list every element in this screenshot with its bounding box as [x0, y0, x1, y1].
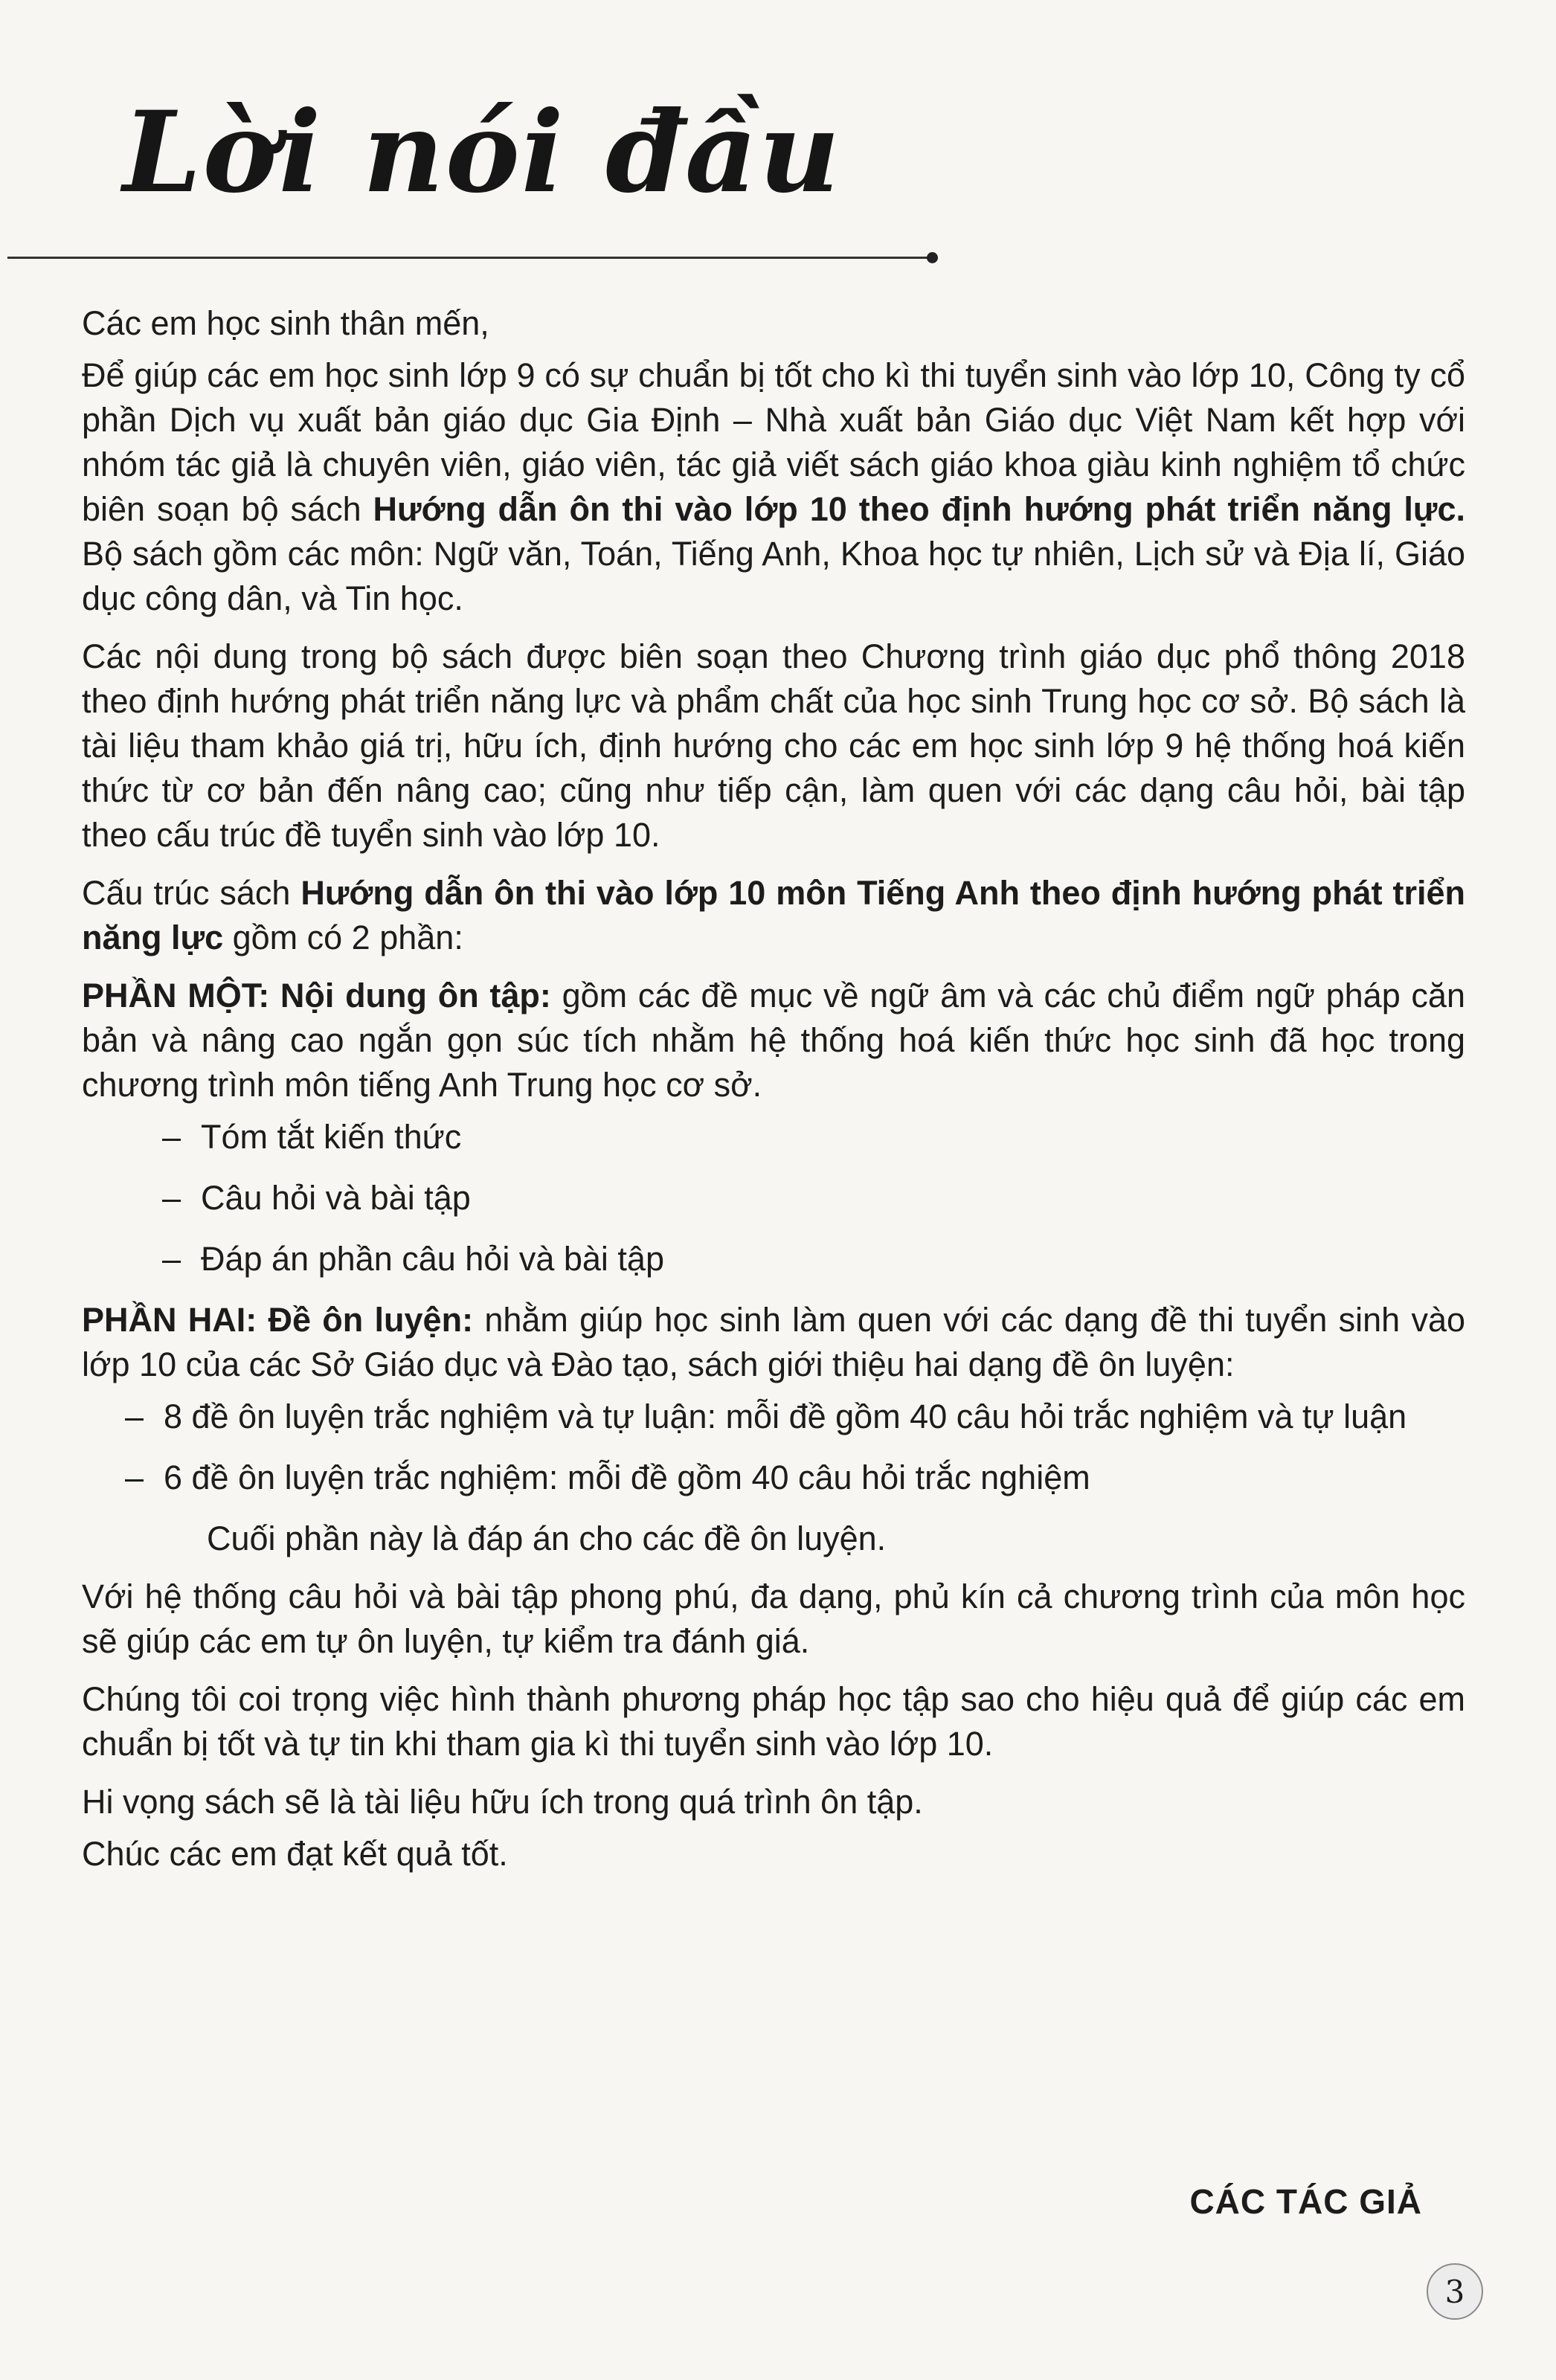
- dash-bullet: –: [125, 1458, 144, 1496]
- list-item: [82, 1395, 1465, 1439]
- structure-tail: gồm có 2 phần:: [223, 919, 463, 956]
- list-item-text: Tóm tắt kiến thức: [201, 1118, 462, 1156]
- part-one-label: PHẦN MỘT: Nội dung ôn tập:: [82, 977, 551, 1014]
- list-item: [82, 1456, 1465, 1500]
- list-item-text: Câu hỏi và bài tập: [201, 1179, 471, 1217]
- structure-lead: Cấu trúc sách: [82, 874, 301, 912]
- title-underline-dot: [927, 252, 938, 263]
- part-two-description: nhằm giúp học sinh làm quen với các dạng đề thi tuyển sinh vào lớp 10 của các Sở Giáo dục và Đào tạo, sách giới thiệu hai dạng đề ôn luyện:: [82, 1301, 1465, 1383]
- list-item-text: 6 đề ôn luyện trắc nghiệm: mỗi đề gồm 40 câu hỏi trắc nghiệm: [164, 1458, 1090, 1496]
- signature: CÁC TÁC GIẢ: [1189, 2182, 1422, 2221]
- list-item-text: 8 đề ôn luyện trắc nghiệm và tự luận: mỗi đề gồm 40 câu hỏi trắc nghiệm và tự luận: [164, 1398, 1407, 1435]
- list-item: [82, 1176, 1465, 1220]
- paragraph-intro: [82, 353, 1465, 621]
- book-title: Hướng dẫn ôn thi vào lớp 10 môn Tiếng Anh theo định hướng phát triển năng lực: [82, 874, 1465, 956]
- paragraph-structure: [82, 871, 1465, 960]
- dash-bullet: –: [162, 1240, 181, 1278]
- dash-bullet: –: [125, 1398, 144, 1435]
- list-item: [82, 1115, 1465, 1160]
- part-two: [82, 1298, 1465, 1387]
- list-item: [82, 1237, 1465, 1281]
- dash-bullet: –: [162, 1179, 181, 1217]
- title-underline: [7, 257, 930, 259]
- answer-key-note: Cuối phần này là đáp án cho các đề ôn luyện.: [207, 1519, 887, 1557]
- page-title: Lời nói đầu: [123, 87, 842, 218]
- part-one-description: gồm các đề mục về ngữ âm và các chủ điểm ngữ pháp căn bản và nâng cao ngắn gọn súc tích nhằm hệ thống hoá kiến thức học sinh đã học trong chương trình môn tiếng Anh Trung học cơ sở.: [82, 977, 1465, 1104]
- preface-body: [82, 301, 1465, 1890]
- paragraph-intro-subjects: Bộ sách gồm các môn: Ngữ văn, Toán, Tiếng Anh, Khoa học tự nhiên, Lịch sử và Địa lí, Giáo dục công dân, và Tin học.: [82, 535, 1465, 617]
- dash-bullet: –: [162, 1118, 181, 1156]
- paragraph-intro-text: Để giúp các em học sinh lớp 9 có sự chuẩn bị tốt cho kì thi tuyển sinh vào lớp 10, Công ty cổ phần Dịch vụ xuất bản giáo dục Gia Định – Nhà xuất bản Giáo dục Việt Nam kết hợp với nhóm tác giả là chuyên viên, giáo viên, tác giả viết sách giáo khoa giàu kinh nghiệm tổ chức biên soạn bộ sách: [82, 356, 1465, 528]
- list-item-text: Đáp án phần câu hỏi và bài tập: [201, 1240, 664, 1278]
- paragraph-coverage: Với hệ thống câu hỏi và bài tập phong phú, đa dạng, phủ kín cả chương trình của môn học sẽ giúp các em tự ôn luyện, tự kiểm tra đánh giá.: [82, 1577, 1465, 1660]
- paragraph-hope: Hi vọng sách sẽ là tài liệu hữu ích trong quá trình ôn tập.: [82, 1783, 923, 1821]
- paragraph-curriculum: Các nội dung trong bộ sách được biên soạn theo Chương trình giáo dục phổ thông 2018 theo định hướng phát triển năng lực và phẩm chất của học sinh Trung học cơ sở. Bộ sách là tài liệu tham khảo giá trị, hữu ích, định hướng cho các em học sinh lớp 9 hệ thống hoá kiến thức từ cơ bản đến nâng cao; cũng như tiếp cận, làm quen với các dạng câu hỏi, bài tập theo cấu trúc đề tuyển sinh vào lớp 10.: [82, 637, 1465, 854]
- part-two-label: PHẦN HAI: Đề ôn luyện:: [82, 1301, 474, 1339]
- closing-wish: Chúc các em đạt kết quả tốt.: [82, 1835, 508, 1873]
- greeting: Các em học sinh thân mến,: [82, 304, 489, 342]
- page-number: 3: [1427, 2263, 1483, 2320]
- paragraph-method: Chúng tôi coi trọng việc hình thành phương pháp học tập sao cho hiệu quả để giúp các em chuẩn bị tốt và tự tin khi tham gia kì thi tuyển sinh vào lớp 10.: [82, 1680, 1465, 1763]
- book-series-title: Hướng dẫn ôn thi vào lớp 10 theo định hướng phát triển năng lực.: [373, 490, 1466, 528]
- part-one: [82, 974, 1465, 1107]
